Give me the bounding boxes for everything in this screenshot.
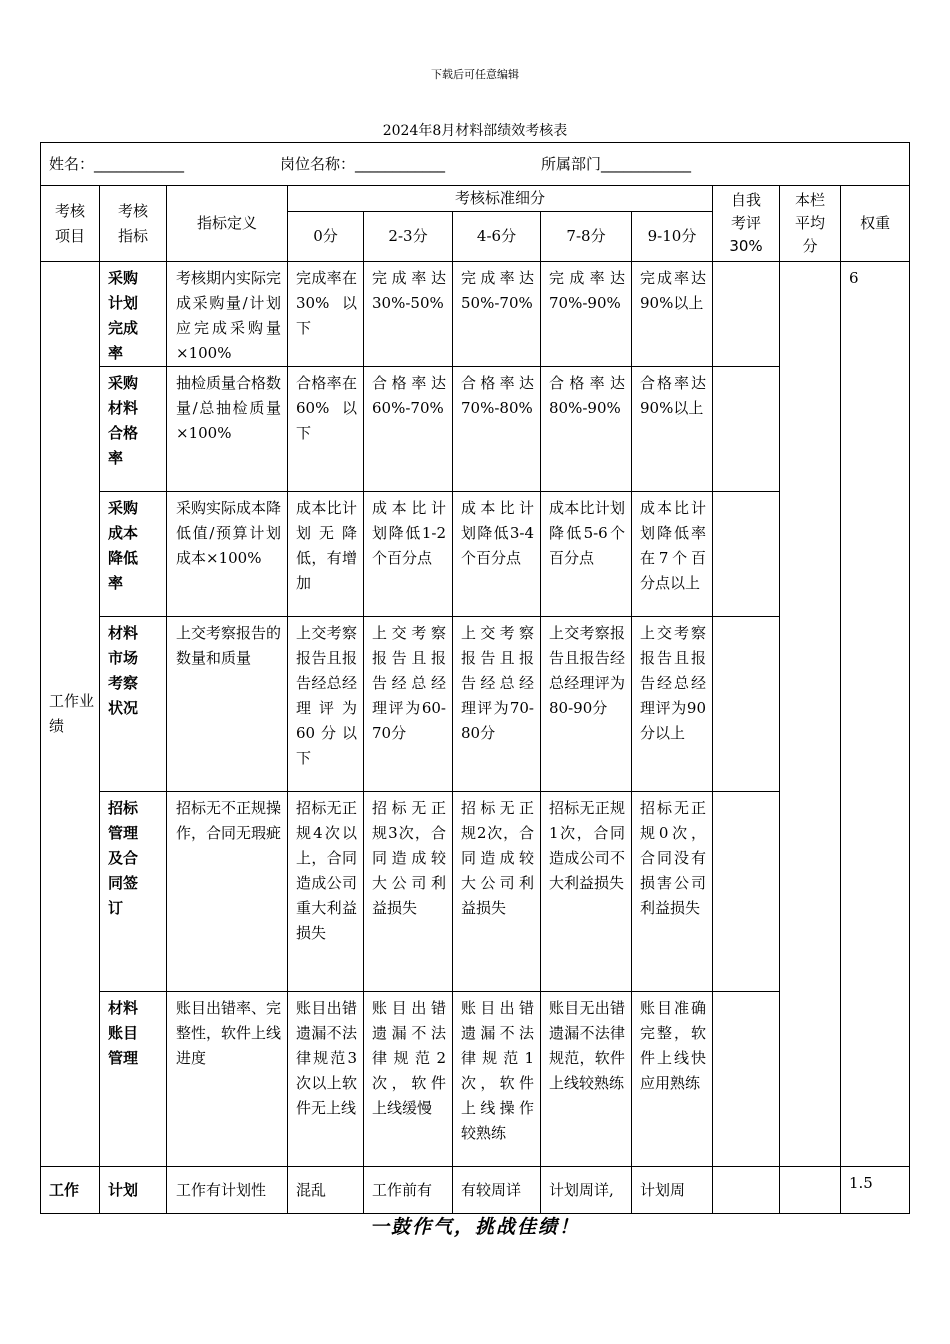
weight-cell: 6 [841,262,910,1167]
table-row [41,992,910,1167]
post-field[interactable]: ____________ [355,154,446,173]
indicator-cell: 采购计划完成率 [100,262,167,367]
criteria-cell: 计划周详, [541,1167,632,1214]
header-avg: 本栏平均分 [780,186,841,262]
level-2: 4-6分 [453,212,541,262]
assessment-table [40,142,910,1214]
criteria-cell: 合格率达80%-90% [541,367,632,492]
criteria-cell: 成本比计划降低率在7个百分点以上 [632,492,713,617]
criteria-cell: 上交考察报告且报告经总经理评为70-80分 [453,617,541,792]
criteria-cell: 完成率达50%-70% [453,262,541,367]
level-4: 9-10分 [632,212,713,262]
definition-cell: 上交考察报告的数量和质量 [167,617,288,792]
self-eval-cell[interactable] [713,617,780,792]
criteria-cell: 有较周详 [453,1167,541,1214]
weight-cell: 1.5 [841,1167,910,1214]
table-row [41,617,910,792]
level-0: 0分 [288,212,364,262]
definition-cell: 招标无不正规操作，合同无瑕疵 [167,792,288,992]
criteria-cell: 账目无出错遗漏不法律规范，软件上线较熟练 [541,992,632,1167]
definition-cell: 考核期内实际完成采购量/计划应完成采购量×100% [167,262,288,367]
dept-field[interactable]: ____________ [601,154,692,173]
table-row [41,792,910,992]
table-row [41,1167,910,1214]
header-self-eval: 自我考评30% [713,186,780,262]
criteria-cell: 合格率达60%-70% [364,367,453,492]
criteria-cell: 上交考察报告且报告经总经理评为60分以下 [288,617,364,792]
indicator-cell: 材料账目管理 [100,992,167,1167]
criteria-cell: 招标无正规0次，合同没有损害公司利益损失 [632,792,713,992]
avg-cell[interactable] [780,1167,841,1214]
header-row-1 [41,186,910,212]
level-3: 7-8分 [541,212,632,262]
project-cell: 工作业绩 [41,262,100,1167]
table-row [41,262,910,367]
definition-cell: 抽检质量合格数量/总抽检质量×100% [167,367,288,492]
level-1: 2-3分 [364,212,453,262]
criteria-cell: 混乱 [288,1167,364,1214]
indicator-cell: 招标管理及合同签订 [100,792,167,992]
criteria-cell: 成本比计划降低1-2个百分点 [364,492,453,617]
table-row [41,367,910,492]
footer-slogan: 一鼓作气，挑战佳绩！ [369,1216,580,1238]
self-eval-cell[interactable] [713,262,780,367]
criteria-cell: 完成率达90%以上 [632,262,713,367]
indicator-cell: 计划 [100,1167,167,1214]
criteria-cell: 工作前有 [364,1167,453,1214]
criteria-cell: 账目准确完整，软件上线快应用熟练 [632,992,713,1167]
project-cell: 工作 [41,1167,100,1214]
criteria-cell: 账目出错遗漏不法律规范1次，软件上线操作较熟练 [453,992,541,1167]
header-criteria-group: 考核标准细分 [288,186,713,212]
criteria-cell: 合格率在60%以下 [288,367,364,492]
table-row [41,492,910,617]
criteria-cell: 招标无正规3次，合同造成较大公司利益损失 [364,792,453,992]
definition-cell: 账目出错率、完整性，软件上线进度 [167,992,288,1167]
page-title: 2024年8月材料部绩效考核表 [382,123,568,139]
criteria-cell: 招标无正规4次以上，合同造成公司重大利益损失 [288,792,364,992]
header-weight: 权重 [841,186,910,262]
self-eval-cell[interactable] [713,792,780,992]
indicator-cell: 采购材料合格率 [100,367,167,492]
indicator-cell: 材料市场考察状况 [100,617,167,792]
name-label: 姓名： [49,154,95,173]
criteria-cell: 完成率达70%-90% [541,262,632,367]
post-label: 岗位名称： [280,154,356,173]
self-eval-cell[interactable] [713,1167,780,1214]
criteria-cell: 完成率达30%-50% [364,262,453,367]
criteria-cell: 计划周 [632,1167,713,1214]
criteria-cell: 成本比计划降低3-4个百分点 [453,492,541,617]
criteria-cell: 成本比计划降低5-6个百分点 [541,492,632,617]
name-field[interactable]: ____________ [94,154,185,173]
avg-cell[interactable] [780,262,841,1167]
criteria-cell: 完成率在30%以下 [288,262,364,367]
dept-label: 所属部门 [541,154,602,173]
info-row [41,143,910,186]
criteria-cell: 招标无正规2次，合同造成较大公司利益损失 [453,792,541,992]
criteria-cell: 上交考察报告且报告经总经理评为60-70分 [364,617,453,792]
self-eval-cell[interactable] [713,367,780,492]
header-indicator: 考核指标 [100,186,167,262]
criteria-cell: 成本比计划无降低，有增加 [288,492,364,617]
definition-cell: 采购实际成本降低值/预算计划成本×100% [167,492,288,617]
self-eval-cell[interactable] [713,992,780,1167]
criteria-cell: 上交考察报告且报告经总经理评为90分以上 [632,617,713,792]
header-definition: 指标定义 [167,186,288,262]
header-note: 下载后可任意编辑 [431,68,519,81]
criteria-cell: 招标无正规1次，合同造成公司不大利益损失 [541,792,632,992]
indicator-cell: 采购成本降低率 [100,492,167,617]
criteria-cell: 账目出错遗漏不法律规范3次以上软件无上线 [288,992,364,1167]
header-project: 考核项目 [41,186,100,262]
definition-cell: 工作有计划性 [167,1167,288,1214]
criteria-cell: 合格率达90%以上 [632,367,713,492]
criteria-cell: 上交考察报告且报告经总经理评为80-90分 [541,617,632,792]
criteria-cell: 账目出错遗漏不法律规范2次，软件上线缓慢 [364,992,453,1167]
criteria-cell: 合格率达70%-80% [453,367,541,492]
self-eval-cell[interactable] [713,492,780,617]
